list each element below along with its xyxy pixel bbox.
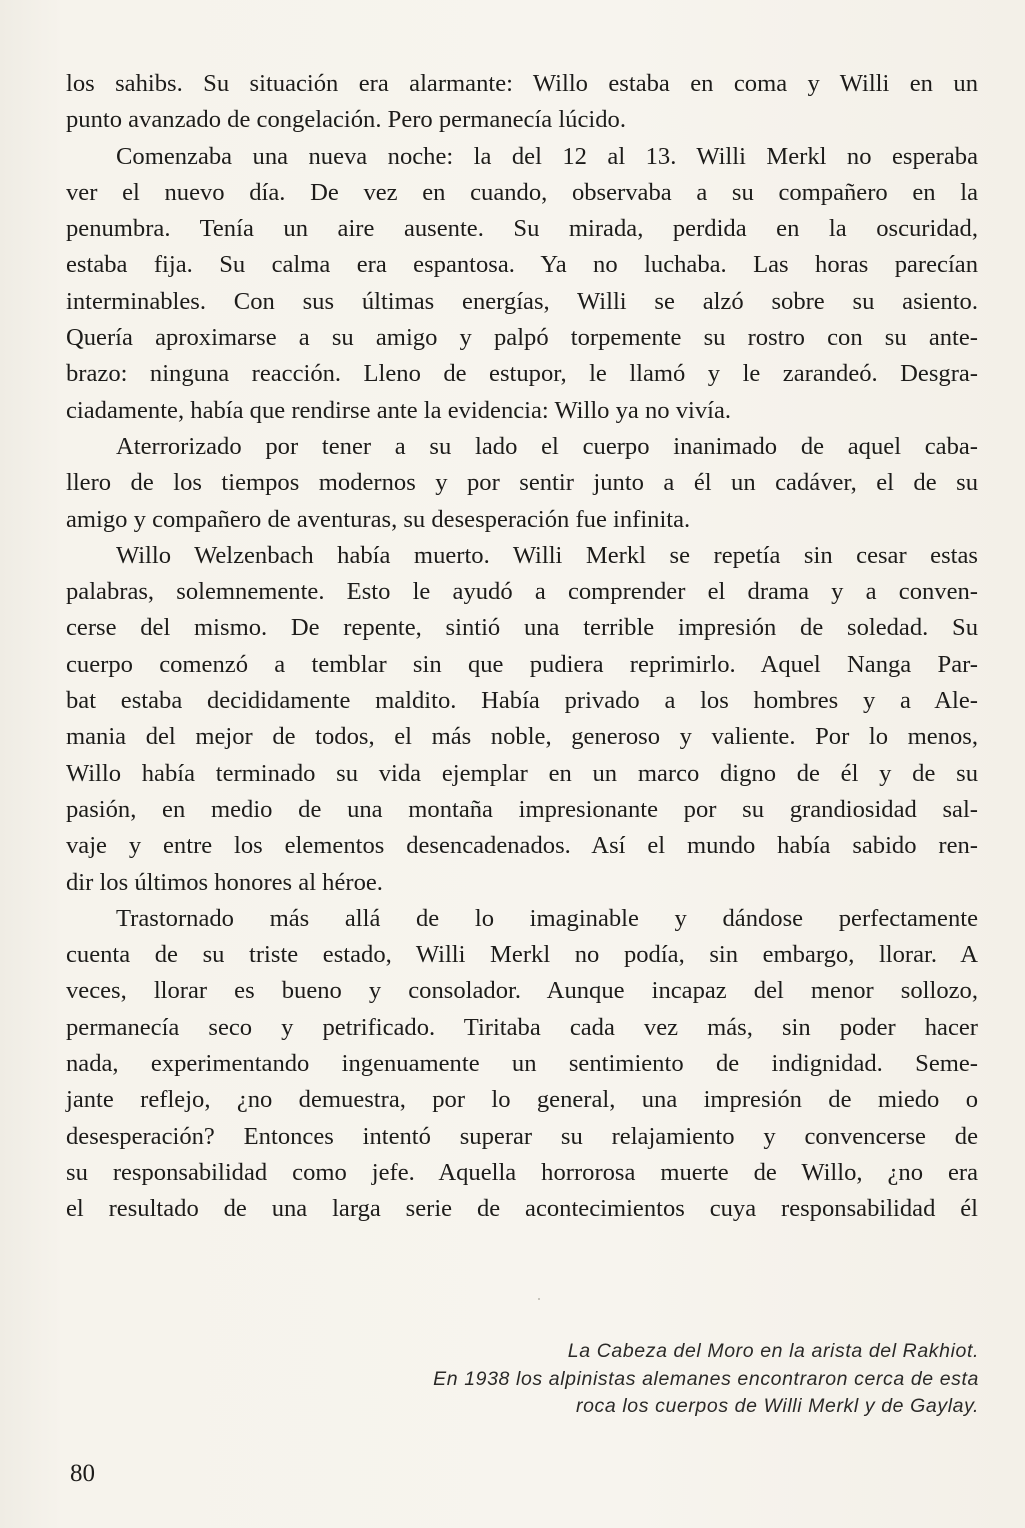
paragraph xyxy=(66,429,978,538)
text-line: nada, experimentando ingenuamente un sentimiento de indignidad. Seme- xyxy=(66,1050,978,1078)
text-line: penumbra. Tenía un aire ausente. Su mirada, perdida en la oscuridad, xyxy=(66,215,978,243)
text-line: brazo: ninguna reacción. Lleno de estupor, le llamó y le zarandeó. Desgra- xyxy=(66,360,978,388)
text-line: Comenzaba una nueva noche: la del 12 al 13. Willi Merkl no esperaba xyxy=(116,142,978,170)
caption-line: En 1938 los alpinistas alemanes encontraron cerca de esta xyxy=(433,1367,979,1390)
text-line: cuerpo comenzó a temblar sin que pudiera reprimirlo. Aquel Nanga Par- xyxy=(66,650,978,678)
text-line: desesperación? Entonces intentó superar su relajamiento y convencerse de xyxy=(66,1122,978,1150)
text-line: estaba fija. Su calma era espantosa. Ya no luchaba. Las horas parecían xyxy=(66,251,978,279)
text-line: el resultado de una larga serie de acontecimientos cuya responsabilidad él xyxy=(66,1195,978,1223)
text-line: jante reflejo, ¿no demuestra, por lo general, una impresión de miedo o xyxy=(66,1086,978,1114)
photo-caption xyxy=(259,1338,979,1421)
text-line: palabras, solemnemente. Esto le ayudó a comprender el drama y a conven- xyxy=(66,578,978,606)
text-line: ciadamente, había que rendirse ante la evidencia: Willo ya no vivía. xyxy=(66,396,732,424)
text-line: Trastornado más allá de lo imaginable y dándose perfectamente xyxy=(116,904,978,932)
text-line: llero de los tiempos modernos y por sentir junto a él un cadáver, el de su xyxy=(66,469,978,497)
caption-line: La Cabeza del Moro en la arista del Rakhiot. xyxy=(567,1340,979,1362)
text-line: permanecía seco y petrificado. Tiritaba cada vez más, sin poder hacer xyxy=(66,1013,978,1041)
text-line: Willo había terminado su vida ejemplar en un marco digno de él y de su xyxy=(66,759,978,787)
page-number: 80 xyxy=(70,1460,95,1487)
text-line: los sahibs. Su situación era alarmante: Willo estaba en coma y Willi en un xyxy=(66,70,978,97)
text-line: Willo Welzenbach había muerto. Willi Merkl se repetía sin cesar estas xyxy=(116,541,978,569)
body-text xyxy=(66,66,978,1228)
text-line: amigo y compañero de aventuras, su desesperación fue infinita. xyxy=(66,505,691,533)
paragraph xyxy=(66,139,978,429)
text-line: vaje y entre los elementos desencadenados. Así el mundo había sabido ren- xyxy=(66,832,978,860)
text-line: bat estaba decididamente maldito. Había privado a los hombres y a Ale- xyxy=(66,687,978,715)
paper-speck xyxy=(538,1298,540,1300)
paragraph xyxy=(66,66,978,139)
text-line: veces, llorar es bueno y consolador. Aunque incapaz del menor sollozo, xyxy=(66,977,978,1005)
text-line: dir los últimos honores al héroe. xyxy=(66,868,383,896)
text-line: interminables. Con sus últimas energías, Willi se alzó sobre su asiento. xyxy=(66,287,978,315)
text-line: Aterrorizado por tener a su lado el cuerpo inanimado de aquel caba- xyxy=(116,432,978,460)
paragraph xyxy=(66,538,978,901)
text-line: pasión, en medio de una montaña impresionante por su grandiosidad sal- xyxy=(66,795,978,823)
text-line: punto avanzado de congelación. Pero permanecía lúcido. xyxy=(66,106,626,134)
text-line: su responsabilidad como jefe. Aquella horrorosa muerte de Willo, ¿no era xyxy=(66,1158,978,1186)
caption-line: roca los cuerpos de Willi Merkl y de Gaylay. xyxy=(576,1395,979,1417)
text-line: mania del mejor de todos, el más noble, generoso y valiente. Por lo menos, xyxy=(66,723,978,751)
paragraph xyxy=(66,901,978,1228)
text-line: cerse del mismo. De repente, sintió una terrible impresión de soledad. Su xyxy=(66,614,978,642)
text-line: cuenta de su triste estado, Willi Merkl no podía, sin embargo, llorar. A xyxy=(66,941,978,969)
text-line: ver el nuevo día. De vez en cuando, observaba a su compañero en la xyxy=(66,178,978,206)
text-line: Quería aproximarse a su amigo y palpó torpemente su rostro con su ante- xyxy=(66,324,978,352)
